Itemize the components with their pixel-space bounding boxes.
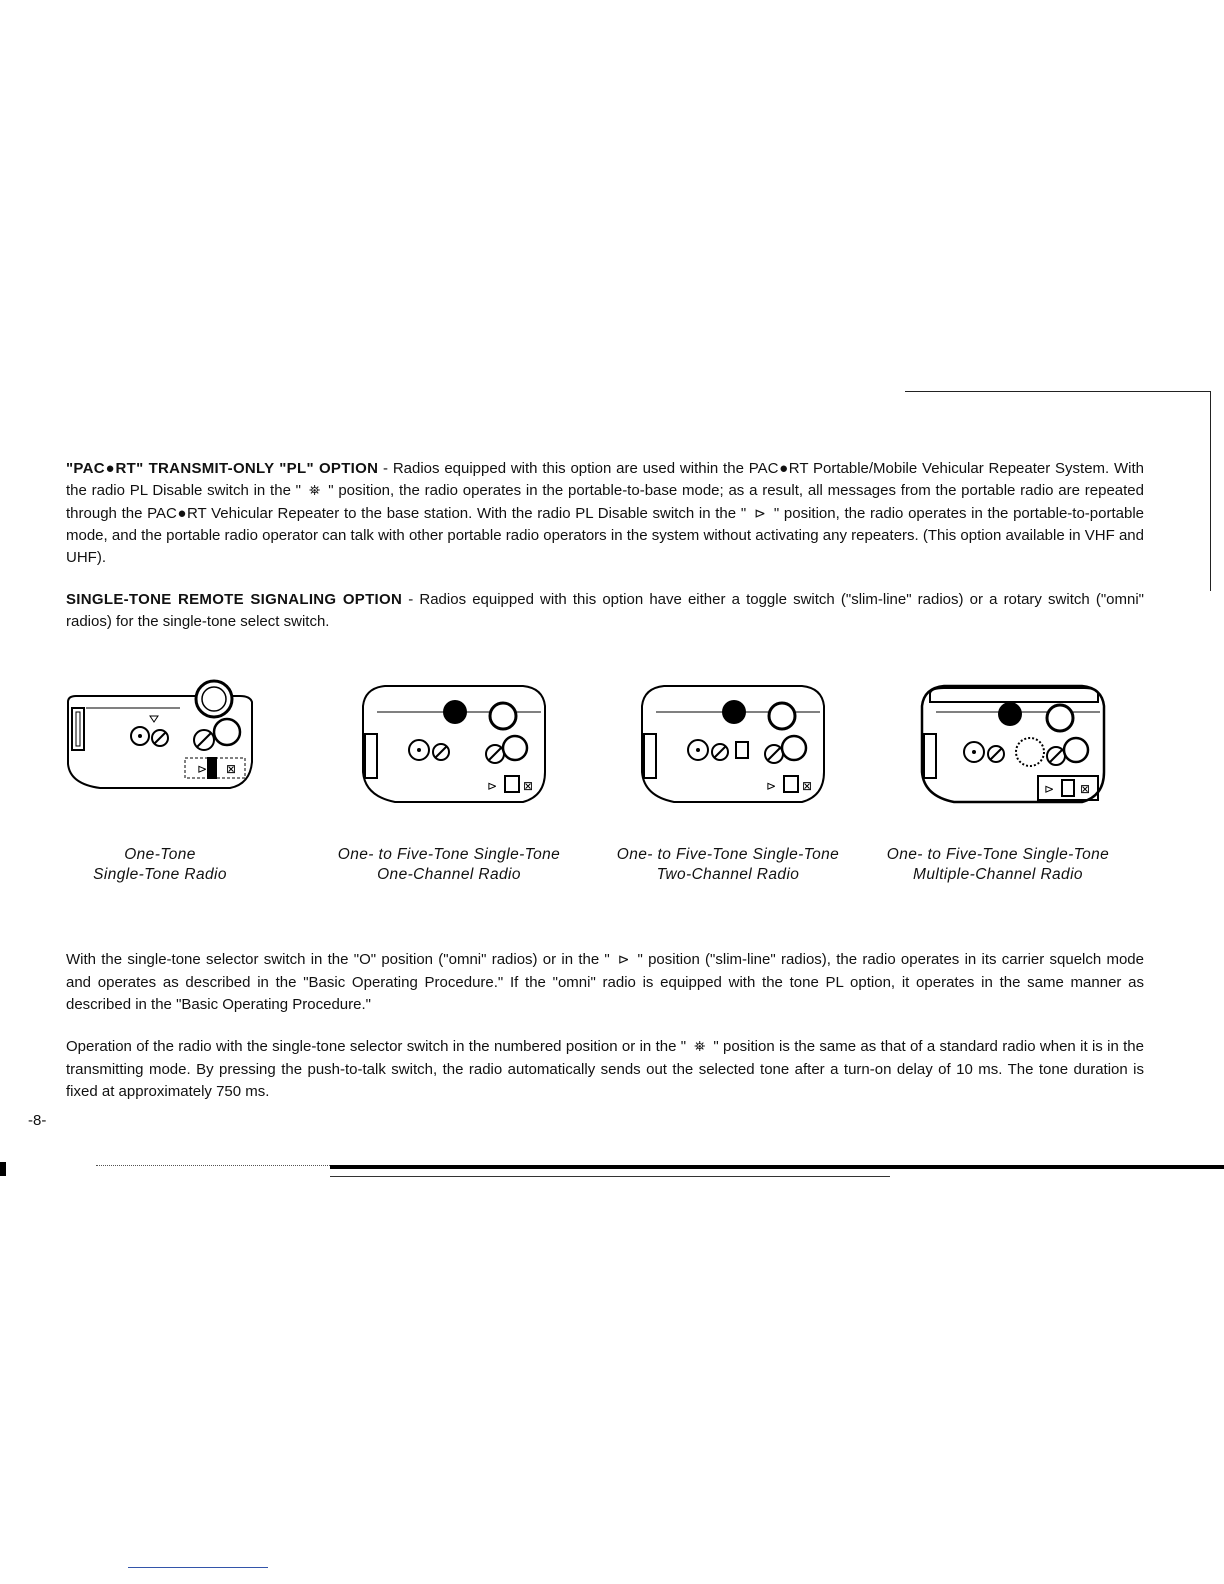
operation-text-a: Operation of the radio with the single-tone selector switch in the numbered position or in the " (66, 1038, 687, 1055)
svg-text:⊠: ⊠ (802, 779, 813, 793)
bottom-thin-rule (330, 1176, 890, 1177)
single-tone-text: - Radios equipped with this option have either a toggle switch ("slim-line" radios) or a rotary switch ("omni" radios) for the single-tone select switch. (66, 591, 1144, 630)
pl-disabled-symbol-icon: ⛯ (694, 1039, 706, 1055)
top-right-rule (905, 391, 1210, 392)
figure-caption-two-channel (588, 845, 868, 885)
caption-line2: Multiple-Channel Radio (913, 866, 1083, 883)
pacrt-text-a: - Radios equipped with this option are used within the PAC●RT Portable/Mobile Vehicular Repeater System. With the radio PL Disable switch in the " (66, 460, 1144, 499)
svg-text:⊳: ⊳ (197, 762, 208, 776)
pacrt-option-paragraph (66, 458, 1144, 569)
pacrt-option-heading: "PAC●RT" TRANSMIT-ONLY "PL" OPTION (66, 460, 379, 477)
svg-text:⊳: ⊳ (1044, 782, 1055, 796)
svg-text:⊳: ⊳ (766, 779, 777, 793)
pl-enabled-symbol-icon: ⊳ (754, 505, 766, 522)
multiple-channel-radio-top-icon (914, 672, 1114, 812)
two-channel-radio-top-icon (634, 672, 834, 812)
operation-text-b: " position is the same as that of a standard radio when it is in the transmitting mode. By pressing the push-to-talk switch, the radio automatically sends out the selected tone after a turn-on delay of 10 ms. The tone duration is fixed at approximately 750 ms. (66, 1038, 1144, 1100)
one-tone-radio-top-icon (60, 672, 260, 812)
selector-switch-paragraph (66, 949, 1144, 1015)
bottom-underline-mark (128, 1567, 268, 1568)
operation-paragraph (66, 1036, 1144, 1102)
one-channel-radio-top-icon (355, 672, 555, 812)
left-margin-mark (0, 1162, 6, 1176)
selector-text-b: " position ("slim-line" radios), the radio operates in its carrier squelch mode and operates as described in the "Basic Operating Procedure." If the "omni" radio is equipped with the tone PL option, it operates in the same manner as described in the "Basic Operating Procedure." (66, 951, 1144, 1013)
figure-caption-one-channel (309, 845, 589, 885)
svg-text:⊠: ⊠ (226, 762, 237, 776)
svg-text:⊳: ⊳ (487, 779, 498, 793)
figure-caption-multiple-channel (858, 845, 1138, 885)
caption-line2: One-Channel Radio (377, 866, 521, 883)
single-tone-option-heading: SINGLE-TONE REMOTE SIGNALING OPTION (66, 591, 403, 608)
bottom-thick-rule (330, 1165, 1224, 1169)
figure-caption-one-tone (20, 845, 300, 885)
caption-line1: One- to Five-Tone Single-Tone (886, 846, 1110, 863)
pacrt-text-c: " position, the radio operates in the portable-to-portable mode, and the portable radio operator can talk with other portable radio operators in the system without activating any repeaters. (This option available in VHF and UHF). (66, 504, 1145, 567)
caption-line2: Single-Tone Radio (93, 866, 227, 883)
pl-disabled-symbol-icon: ⛯ (309, 482, 321, 499)
svg-text:⊠: ⊠ (523, 779, 534, 793)
single-tone-option-paragraph (66, 589, 1144, 633)
caption-line2: Two-Channel Radio (656, 866, 800, 883)
caption-line1: One-Tone (124, 846, 196, 863)
svg-text:⊠: ⊠ (1080, 782, 1091, 796)
pl-enabled-symbol-icon: ⊳ (617, 952, 630, 968)
right-edge-rule (1210, 391, 1211, 591)
page-number: -8- (28, 1112, 47, 1129)
caption-line1: One- to Five-Tone Single-Tone (337, 846, 561, 863)
pacrt-text-b: " position, the radio operates in the portable-to-base mode; as a result, all messages from the portable radio are repeated through the PAC●RT Vehicular Repeater to the base station. With the radio PL Disable switch in the " (66, 481, 1144, 522)
selector-text-a: With the single-tone selector switch in the "O" position ("omni" radios) or in the " (66, 951, 610, 968)
caption-line1: One- to Five-Tone Single-Tone (616, 846, 840, 863)
